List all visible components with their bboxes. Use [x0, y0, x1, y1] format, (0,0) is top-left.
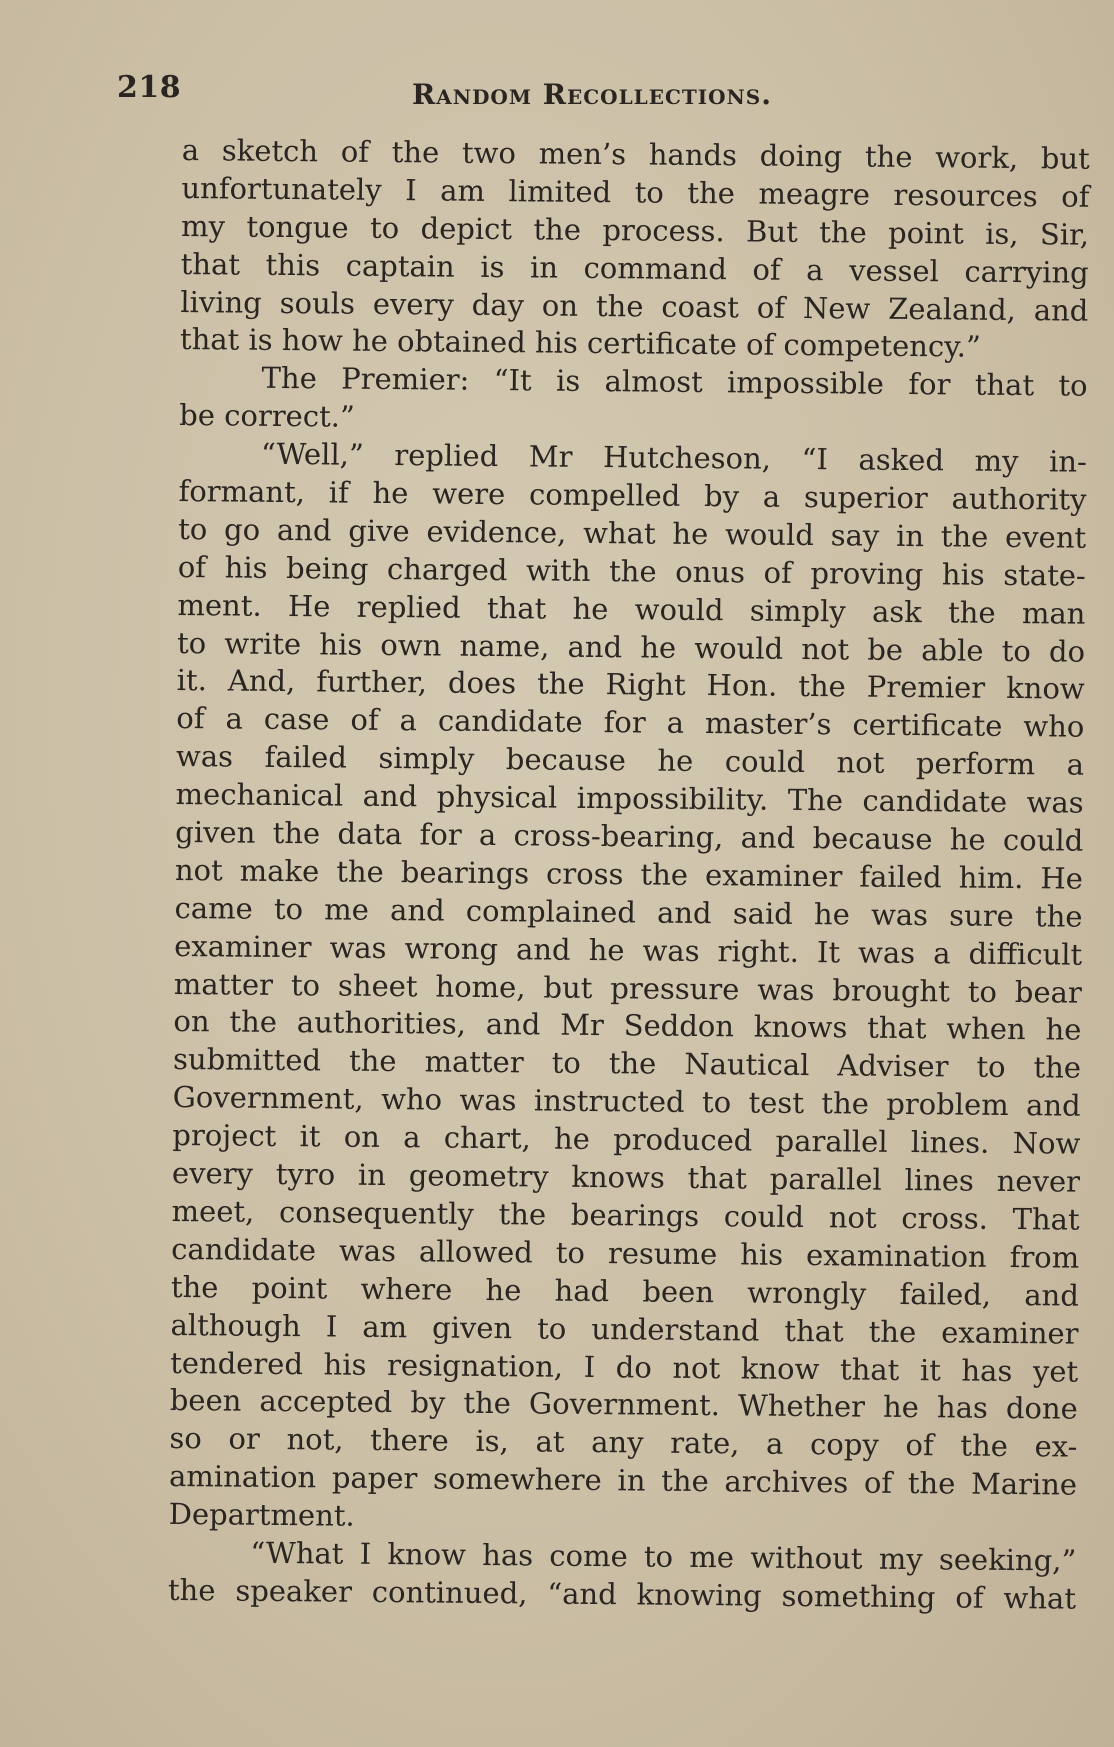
text-line: the point where he had been wrongly failed, and: [170, 1269, 1080, 1313]
text-line: living souls every day on the coast of New Zealand, and: [180, 284, 1089, 328]
text-line: “What I know has come to me without my seeking,”: [250, 1535, 1077, 1578]
text-line: been accepted by the Government. Whether he has done: [169, 1383, 1078, 1427]
text-line: formant, if he were compelled by a superior authority: [178, 473, 1087, 517]
text-line: unfortunately I am limited to the meagre resources of: [181, 170, 1090, 214]
text-line: the speaker continued, “and knowing something of what: [167, 1572, 1077, 1616]
text-line: submitted the matter to the Nautical Adviser to the: [172, 1042, 1082, 1086]
text-line: Government, who was instructed to test the problem and: [172, 1080, 1081, 1123]
text-line: given the data for a cross-bearing, and because he could: [175, 814, 1084, 858]
text-line: examiner was wrong and he was right. It was a difficult: [174, 928, 1083, 972]
text-line: was failed simply because he could not perform a: [175, 739, 1085, 782]
body-text: [168, 132, 1090, 1618]
text-line: meet, consequently the bearings could not cross. That: [171, 1193, 1080, 1237]
text-line: that this captain is in command of a vessel carrying: [180, 246, 1089, 290]
text-line: on the authorities, and Mr Seddon knows that when he: [173, 1004, 1082, 1048]
text-line: The Premier: “It is almost impossible for that to: [261, 361, 1088, 404]
text-line: so or not, there is, at any rate, a copy of the ex-: [169, 1421, 1078, 1464]
text-line: a sketch of the two men’s hands doing the work, but: [181, 132, 1090, 176]
text-line: of a case of a candidate for a master’s certificate who: [176, 701, 1085, 745]
text-line: “Well,” replied Mr Hutcheson, “I asked my in-: [260, 436, 1088, 479]
text-line: mechanical and physical impossibility. The candidate was: [175, 777, 1084, 820]
text-line: matter to sheet home, but pressure was brought to bear: [173, 966, 1082, 1010]
text-line: to write his own name, and he would not be able to do: [176, 625, 1086, 669]
text-line: ment. He replied that he would simply ask the man: [177, 587, 1086, 631]
text-line: that is how he obtained his certificate of competency.”: [179, 322, 981, 365]
text-line: not make the bearings cross the examiner failed him. He: [174, 852, 1084, 896]
text-line: although I am given to understand that the examiner: [170, 1307, 1079, 1351]
text-line: Department.: [168, 1496, 355, 1533]
running-title: Random Recollections.: [412, 78, 772, 111]
page-number: 218: [117, 70, 182, 105]
text-line: tendered his resignation, I do not know that it has yet: [170, 1345, 1079, 1389]
text-line: to go and give evidence, what he would say in the event: [178, 511, 1087, 555]
text-line: my tongue to depict the process. But the point is, Sir,: [180, 208, 1090, 252]
text-line: came to me and complained and said he was sure the: [174, 890, 1083, 934]
text-line: every tyro in geometry knows that parallel lines never: [171, 1155, 1081, 1199]
text-line: it. And, further, does the Right Hon. the Premier know: [176, 663, 1085, 707]
text-line: project it on a chart, he produced parallel lines. Now: [172, 1118, 1081, 1161]
text-line: of his being charged with the onus of proving his state-: [177, 549, 1086, 593]
text-line: candidate was allowed to resume his examination from: [171, 1231, 1080, 1275]
text-line: be correct.”: [179, 398, 355, 434]
text-line: amination paper somewhere in the archives of the Marine: [168, 1459, 1078, 1502]
